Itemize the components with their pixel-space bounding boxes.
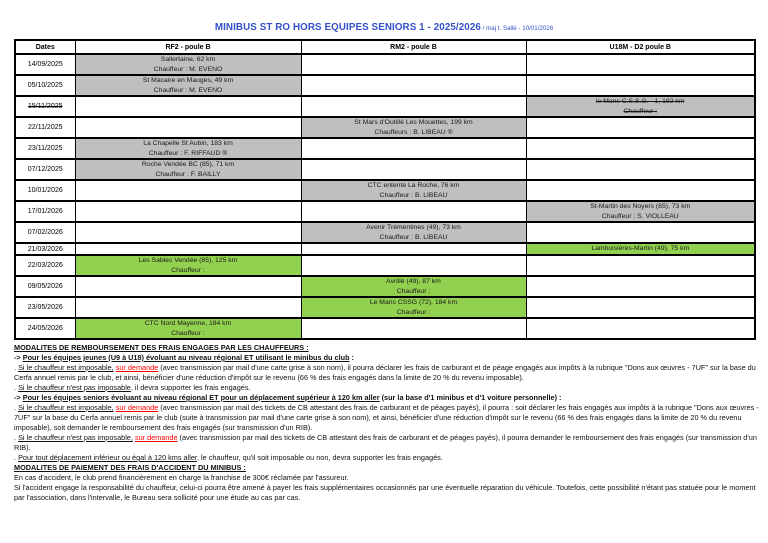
date-label: 24/05/2026 (27, 325, 63, 332)
match-cell-line: Chauffeur : S. VIOLLEAU (601, 212, 679, 220)
note-jeunes-imposable (14, 363, 763, 383)
date-label: 05/10/2025 (27, 82, 63, 89)
match-cell-line: le Mans C.S.S.G. - 1, 192 km (596, 98, 685, 105)
match-cell-line: Avrillé (49), 87 km (386, 278, 441, 285)
note-text: Pour tout déplacement inférieur ou égal à 120 kms aller (18, 453, 197, 462)
match-cell-line: Chauffeur : (171, 329, 205, 337)
note-text: (avec transmission par mail des tickets de CB attestant des frais de carburant et de péages payés), il pourra demander le remboursement des frais engagés (sur transmission d'un RIB). (14, 433, 757, 452)
date-cell (15, 201, 75, 222)
date-cell (15, 180, 75, 201)
empty-cell (75, 243, 301, 255)
note-text: Si le chauffeur est imposable, (18, 363, 114, 372)
match-cell-line: St Macaire en Mauges, 49 km (142, 77, 234, 84)
date-label: 07/12/2025 (27, 166, 63, 173)
col-header-rm2: RM2 - poule B (301, 40, 526, 54)
table-row (15, 159, 755, 180)
date-cell (15, 159, 75, 180)
empty-cell (75, 96, 301, 117)
match-cell-line: Chauffeur : (396, 308, 431, 316)
title-suffix: / maj t. Sallé - 10/01/2026 (480, 25, 554, 32)
empty-cell (526, 180, 755, 201)
empty-cell (301, 255, 526, 276)
note-highlight: sur demande (134, 433, 178, 442)
date-cell (15, 276, 75, 297)
note-responsabilite (14, 483, 763, 503)
match-cell-line: Chauffeur : F. BAILLY (155, 170, 221, 178)
title-main: MINIBUS ST RO HORS EQUIPES SENIORS 1 - 2025/2026 (214, 22, 481, 33)
empty-cell (75, 276, 301, 297)
date-cell (15, 222, 75, 243)
date-cell (15, 75, 75, 96)
header-row (15, 40, 755, 54)
table-row (15, 138, 755, 159)
date-cell (15, 117, 75, 138)
date-cell (15, 138, 75, 159)
empty-cell (301, 138, 526, 159)
match-cell-line: Chauffeurs : B. LIBEAU ® (374, 128, 453, 136)
match-cell-line: Avenir Trémentines (49), 73 km (366, 224, 461, 231)
table-row (15, 54, 755, 75)
date-label: 10/01/2026 (27, 187, 63, 194)
note-text: . (14, 363, 19, 372)
note-jeunes-title (14, 353, 763, 363)
date-cell (15, 54, 75, 75)
note-text: . (14, 433, 19, 442)
note-text: -> (14, 393, 23, 402)
match-cell (526, 201, 755, 222)
match-cell-line: Chauffeur : F. RIFFAUD ® (148, 149, 228, 157)
note-text: Pour les équipes seniors évoluant au niveau régional ET pour un déplacement supérieur à 120 km aller (22, 393, 380, 402)
table-row (15, 201, 755, 222)
table-row (15, 243, 755, 255)
note-franchise (14, 473, 763, 483)
match-cell-line: CTC Nord Mayenne, 184 km (144, 320, 232, 327)
note-text: (avec transmission par mail d'une carte grise à son nom), il pourra déclarer les frais de carburant et de péage engagés aux impôts à la rubrique "Dons aux œuvres - 7UF" sur la base du Cerfa annuel remis par le club, et ainsi, bénéficier d'une réduction d'impôt sur le revenu (66 % des frais engagés dans la limite de 20 % du revenu imposable). (14, 363, 756, 382)
empty-cell (526, 75, 755, 96)
date-label: 22/03/2026 (27, 262, 63, 269)
empty-cell (75, 180, 301, 201)
note-text: . (14, 383, 19, 392)
note-text: En cas d'accident, le club prend financièrement en charge la franchise de 300€ réclamée par l'assureur. (14, 473, 349, 482)
empty-cell (526, 222, 755, 243)
match-cell (75, 318, 301, 339)
schedule-table (14, 39, 756, 340)
table-row (15, 75, 755, 96)
empty-cell (526, 138, 755, 159)
empty-cell (75, 222, 301, 243)
match-cell-line: Chauffeur : B. LIBEAU (379, 233, 448, 241)
empty-cell (526, 54, 755, 75)
table-row (15, 117, 755, 138)
date-cell (15, 243, 75, 255)
match-cell (526, 243, 755, 255)
match-cell (75, 75, 301, 96)
match-cell-line: Le Mans CSSG (72), 184 km (369, 299, 458, 306)
match-cell (75, 54, 301, 75)
empty-cell (526, 297, 755, 318)
note-text: , le chauffeur, qu'il soit imposable ou non, devra supporter les frais engagés. (196, 453, 443, 462)
match-cell-line: Chauffeur : M. EVENO (153, 65, 223, 73)
date-label: 09/05/2026 (27, 283, 63, 290)
note-seniors-non-imposable (14, 433, 763, 453)
date-cell (15, 96, 75, 117)
date-cell (15, 255, 75, 276)
col-header-u18m: U18M - D2 poule B (526, 40, 755, 54)
match-cell-line: Sallertaine, 62 km (160, 56, 216, 63)
note-text: . (14, 403, 19, 412)
match-cell-line: Chauffeur : B. LIBEAU (379, 191, 448, 199)
empty-cell (301, 54, 526, 75)
empty-cell (301, 318, 526, 339)
date-label: 23/05/2026 (27, 304, 63, 311)
note-text: (avec transmission par mail des tickets de CB attestant des frais de carburant et de péages payés), il pourra : soit déclarer les frais engagés aux impôts à la rubrique "Dons aux œuvres - 7UF" sur la base du Cerfa annuel remis par le club (suite à transmission par mail d'une carte grise à son nom), et ainsi, bénéficier d'une réduction d'impôt sur le revenu (66 % des frais engagés dans la limite de 20 % du revenu imposable), soit demander le remboursement des frais engagés (sur transmission d'un RIB). (14, 403, 759, 432)
table-row (15, 222, 755, 243)
match-cell (301, 297, 526, 318)
match-cell (75, 159, 301, 180)
note-text: -> (14, 353, 23, 362)
table-row (15, 180, 755, 201)
date-cell (15, 318, 75, 339)
note-text: Si le chauffeur n'est pas imposable (18, 383, 131, 392)
date-label: 07/02/2026 (27, 229, 63, 236)
match-cell-line: Lamboisières-Martin (49), 75 km (591, 245, 690, 253)
table-row (15, 297, 755, 318)
empty-cell (75, 297, 301, 318)
note-text: Si le chauffeur est imposable, (18, 403, 114, 412)
note-text: . (14, 453, 19, 462)
page-title (0, 0, 768, 35)
notes-section (14, 343, 763, 503)
note-text: Si le chauffeur n'est pas imposable, (18, 433, 133, 442)
col-header-dates: Dates (15, 40, 75, 54)
date-label: 15/11/2025 (27, 103, 63, 110)
empty-cell (526, 318, 755, 339)
match-cell (526, 96, 755, 117)
match-cell-line: Chauffeur : (171, 266, 205, 274)
date-label: 14/09/2025 (27, 61, 63, 68)
table-row (15, 318, 755, 339)
note-text: : (349, 353, 354, 362)
note-text: MODALITES DE REMBOURSEMENT DES FRAIS ENGAGES PAR LES CHAUFFEURS : (14, 343, 309, 352)
note-seniors-imposable (14, 403, 763, 433)
empty-cell (301, 159, 526, 180)
empty-cell (75, 117, 301, 138)
note-text: , il devra supporter les frais engagés. (130, 383, 251, 392)
date-label: 23/11/2025 (27, 145, 63, 152)
match-cell-line: CTC entente La Roche, 76 km (367, 182, 460, 189)
table-row (15, 255, 755, 276)
note-text: Si l'accident engage la responsabilité du chauffeur, celui-ci pourra être amené à payer les frais supplémentaires occasionnés par une éventuelle réparation du véhicule. Toutefois, cette possibilité n'étant pas statuée pour le moment par l'association, dans l'intervalle, le Bureau sera sollicité pour une étude au cas par cas. (14, 483, 756, 502)
empty-cell (526, 276, 755, 297)
match-cell (301, 180, 526, 201)
empty-cell (526, 159, 755, 180)
match-cell (301, 276, 526, 297)
match-cell-line: Roche Vendée BC (85), 71 km (141, 161, 235, 168)
note-text: Pour les équipes jeunes (U9 à U18) évoluant au niveau régional ET utilisant le minibus du club (22, 353, 350, 362)
note-text: MODALITES DE PAIEMENT DES FRAIS D'ACCIDENT DU MINIBUS : (14, 463, 246, 472)
table-row (15, 96, 755, 117)
match-cell-line: Chauffeur : (396, 287, 431, 295)
empty-cell (526, 255, 755, 276)
empty-cell (301, 201, 526, 222)
empty-cell (301, 75, 526, 96)
match-cell-line: St-Martin des Noyers (85), 73 km (590, 203, 691, 210)
match-cell (301, 222, 526, 243)
match-cell-line: Les Sables Vendée (85), 125 km (138, 257, 238, 264)
empty-cell (301, 243, 526, 255)
date-label: 17/01/2026 (27, 208, 63, 215)
note-deplacement-court (14, 453, 763, 463)
match-cell (75, 255, 301, 276)
empty-cell (526, 117, 755, 138)
date-cell (15, 297, 75, 318)
note-heading-remboursement (14, 343, 763, 353)
match-cell-line: Chauffeur : M. EVENO (153, 86, 223, 94)
empty-cell (301, 96, 526, 117)
date-label: 21/03/2026 (27, 245, 63, 253)
note-highlight: sur demande (115, 403, 159, 412)
note-jeunes-non-imposable (14, 383, 763, 393)
table-row (15, 276, 755, 297)
note-heading-accident (14, 463, 763, 473)
match-cell (301, 117, 526, 138)
note-text: (sur la base d'1 minibus et d'1 voiture personnelle) : (379, 393, 562, 402)
match-cell-line: La Chapelle St Aubin, 183 km (143, 140, 233, 147)
note-highlight: sur demande (115, 363, 159, 372)
schedule-body (15, 54, 755, 339)
col-header-rf2: RF2 - poule B (75, 40, 301, 54)
date-label: 22/11/2025 (27, 124, 63, 131)
match-cell (75, 138, 301, 159)
note-seniors-title (14, 393, 763, 403)
empty-cell (75, 201, 301, 222)
match-cell-line: Chauffeur : (623, 107, 657, 115)
match-cell-line: St Mars d'Outillé Les Mouettes, 199 km (354, 119, 473, 126)
